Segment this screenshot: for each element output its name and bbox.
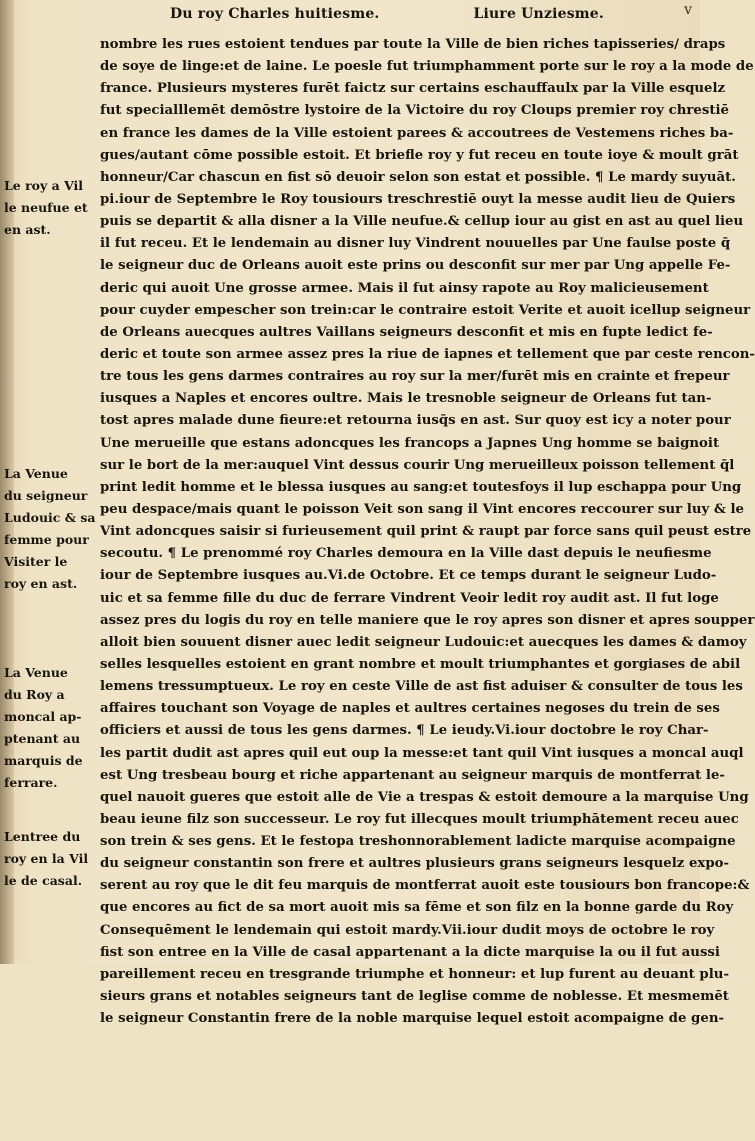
text-line: pareillement receu en tresgrande triumphe et honneur: et lup furent au deuant plu- <box>100 966 729 982</box>
text-line: affaires touchant son Voyage de naples et aultres certaines negoses du trein de ses <box>100 701 720 717</box>
text-line <box>100 1052 648 1074</box>
margin-note-casal <box>4 826 92 892</box>
text-line: secoutu. ¶ Le prenommé roy Charles demoura en la Ville dast depuis le neufiesme <box>100 546 712 562</box>
margin-note-line: La Venue <box>4 665 68 680</box>
text-line: pour cuyder empescher son trein:car le contraire estoit Verite et auoit icellup seigneur <box>100 302 751 318</box>
text-line: du seigneur constantin son frere et aultres plusieurs grans seigneurs lesquelz expo- <box>100 856 730 872</box>
text-line: peu despace/mais quant le poisson Veit son sang il Vint encores reccourer sur luy & le <box>100 501 744 517</box>
text-line: france. Plusieurs mysteres furēt faictz sur certains eschauffaulx par la Ville esquelz <box>100 81 726 97</box>
margin-note-line: le neufue et <box>4 200 88 215</box>
text-line: nombre les rues estoient tendues par toute la Ville de bien riches tapisseries/ draps <box>100 37 726 52</box>
margin-note-line: ferrare. <box>4 775 58 790</box>
text-line: uic et sa femme fille du duc de ferrare Vindrent Veoir ledit roy audit ast. Il fut loge <box>100 590 719 606</box>
text-line: deric et toute son armee assez pres la riue de iapnes et tellement que par ceste rencon- <box>100 346 755 362</box>
margin-note-line: du Roy a <box>4 687 65 702</box>
margin-note-ludouic <box>4 463 96 595</box>
text-line <box>100 1119 648 1141</box>
text-line: quel nauoit gueres que estoit alle de Vie a trespas & estoit demoure a la marquise Ung <box>100 789 749 805</box>
text-line: gues/autant cōme possible estoit. Et briefle roy y fut receu en toute ioye & moult grāt <box>100 147 739 163</box>
margin-note-line: La Venue <box>4 466 68 481</box>
margin-note-line: en ast. <box>4 222 51 237</box>
text-line: tre tous les gens darmes contraires au roy sur la mer/furēt mis en crainte et frepeur <box>100 369 730 385</box>
margin-note-line: femme pour <box>4 532 89 547</box>
text-line: officiers et aussi de tous les gens darmes. ¶ Le ieudy.Vi.iour doctobre le roy Char- <box>100 723 709 739</box>
text-line: est Ung tresbeau bourg et riche appartenant au seigneur marquis de montferrat le- <box>100 767 725 783</box>
text-line: Vint adoncques saisir si furieusement quil print & raupt par force sans quil peust estre <box>100 524 752 540</box>
text-line: que encores au fict de sa mort auoit mis sa fēme et son filz en la bonne garde du Roy <box>100 900 734 916</box>
margin-note-ville-neufue <box>4 175 92 241</box>
text-line: beau ieune filz son successeur. Le roy fut illecques moult triumphātement receu auec <box>100 811 739 827</box>
margin-note-line: du seigneur <box>4 488 88 503</box>
margin-note-line: Lentree du <box>4 829 81 844</box>
text-line: iour de Septembre iusques au.Vi.de Octobre. Et ce temps durant le seigneur Ludo- <box>100 568 717 584</box>
text-line: fut specialllemēt demōstre lystoire de la Victoire du roy Cloups premier roy chrestiē <box>100 103 729 119</box>
text-line: le seigneur Constantin frere de la noble marquise lequel estoit acompaigne de gen- <box>100 1011 724 1027</box>
text-line: honneur/Car chascun en fist sō deuoir selon son estat et possible. ¶ Le mardy suyuāt. <box>100 169 736 185</box>
text-line: iusques a Naples et encores oultre. Mais le tresnoble seigneur de Orleans fut tan- <box>100 391 712 407</box>
text-line: sieurs grans et notables seigneurs tant de leglise comme de noblesse. Et mesmemēt <box>100 989 729 1005</box>
text-line: tost apres malade dune fieure:et retourna iusq̄s en ast. Sur quoy est icy a noter pour <box>100 413 731 429</box>
text-line: deric qui auoit Une grosse armee. Mais il fut ainsy rapote au Roy malicieusement <box>100 280 709 296</box>
text-line: en france les dames de la Ville estoient parees & accoutrees de Vestemens riches ba- <box>100 125 734 141</box>
running-head-left: Du roy Charles huitiesme. <box>170 6 380 22</box>
text-line: sur le bort de la mer:auquel Vint dessus courir Ung merueilleux poisson tellement q̄l <box>100 457 735 473</box>
text-line: lemens tressumptueux. Le roy en ceste Ville de ast fist aduiser & consulter de tous les <box>100 679 743 695</box>
body-text <box>100 34 755 1141</box>
text-line: son trein & ses gens. Et le festopa treshonnorablement ladicte marquise acompaigne <box>100 834 736 850</box>
text-line <box>100 1097 648 1119</box>
text-line: print ledit homme et le blessa iusques au sang:et toutesfoys il lup eschappa pour Ung <box>100 479 742 495</box>
margin-note-line: Visiter le <box>4 554 68 569</box>
margin-note-line: moncal ap- <box>4 709 82 724</box>
text-line: de Orleans auecques aultres Vaillans seigneurs desconfit et mis en fupte ledict fe- <box>100 324 713 340</box>
text-line: Consequēment le lendemain qui estoit mardy.Vii.iour dudit moys de octobre le roy <box>100 922 715 938</box>
text-line <box>100 1030 648 1052</box>
running-head-right: Liure Unziesme. <box>473 6 604 22</box>
margin-note-line: le de casal. <box>4 873 83 888</box>
text-line <box>100 1075 648 1097</box>
margin-note-moncal <box>4 662 92 794</box>
margin-note-line: marquis de <box>4 753 83 768</box>
margin-note-line: ptenant au <box>4 731 81 746</box>
text-line: le seigneur duc de Orleans auoit este prins ou desconfit sur mer par Ung appelle Fe- <box>100 258 731 274</box>
text-line: serent au roy que le dit feu marquis de montferrat auoit este tousiours bon francope:& <box>100 878 750 894</box>
text-line: selles lesquelles estoient en grant nombre et moult triumphantes et gorgiases de abil <box>100 656 741 672</box>
margin-note-line: roy en ast. <box>4 576 78 591</box>
text-line: alloit bien souuent disner auec ledit seigneur Ludouic:et auecques les dames & damoy <box>100 634 747 650</box>
text-line: pi.iour de Septembre le Roy tousiours treschrestiē ouyt la messe audit lieu de Quiers <box>100 191 736 207</box>
text-line: puis se departit & alla disner a la Ville neufue.& cellup iour au gist en ast au quel lieu <box>100 214 744 230</box>
text-line: Une merueille que estans adoncques les francops a Japnes Ung homme se baignoit <box>100 435 720 451</box>
corner-mark-icon: v <box>684 2 692 18</box>
text-line: de soye de linge:et de laine. Le poesle fut triumphamment porte sur le roy a la mode de <box>100 59 754 75</box>
running-head <box>170 6 604 26</box>
margin-note-line: roy en la Vil <box>4 851 89 866</box>
text-line: les partit dudit ast apres quil eut oup la messe:et tant quil Vint iusques a moncal auql <box>100 745 744 761</box>
text-line: fist son entree en la Ville de casal appartenant a la dicte marquise la ou il fut aussi <box>100 944 720 960</box>
text-line: il fut receu. Et le lendemain au disner luy Vindrent nouuelles par Une faulse poste q̄ <box>100 236 731 252</box>
margin-note-line: Ludouic & sa <box>4 510 96 525</box>
text-line: assez pres du logis du roy en telle maniere que le roy apres son disner et apres soupper <box>100 612 755 628</box>
margin-note-line: Le roy a Vil <box>4 178 84 193</box>
